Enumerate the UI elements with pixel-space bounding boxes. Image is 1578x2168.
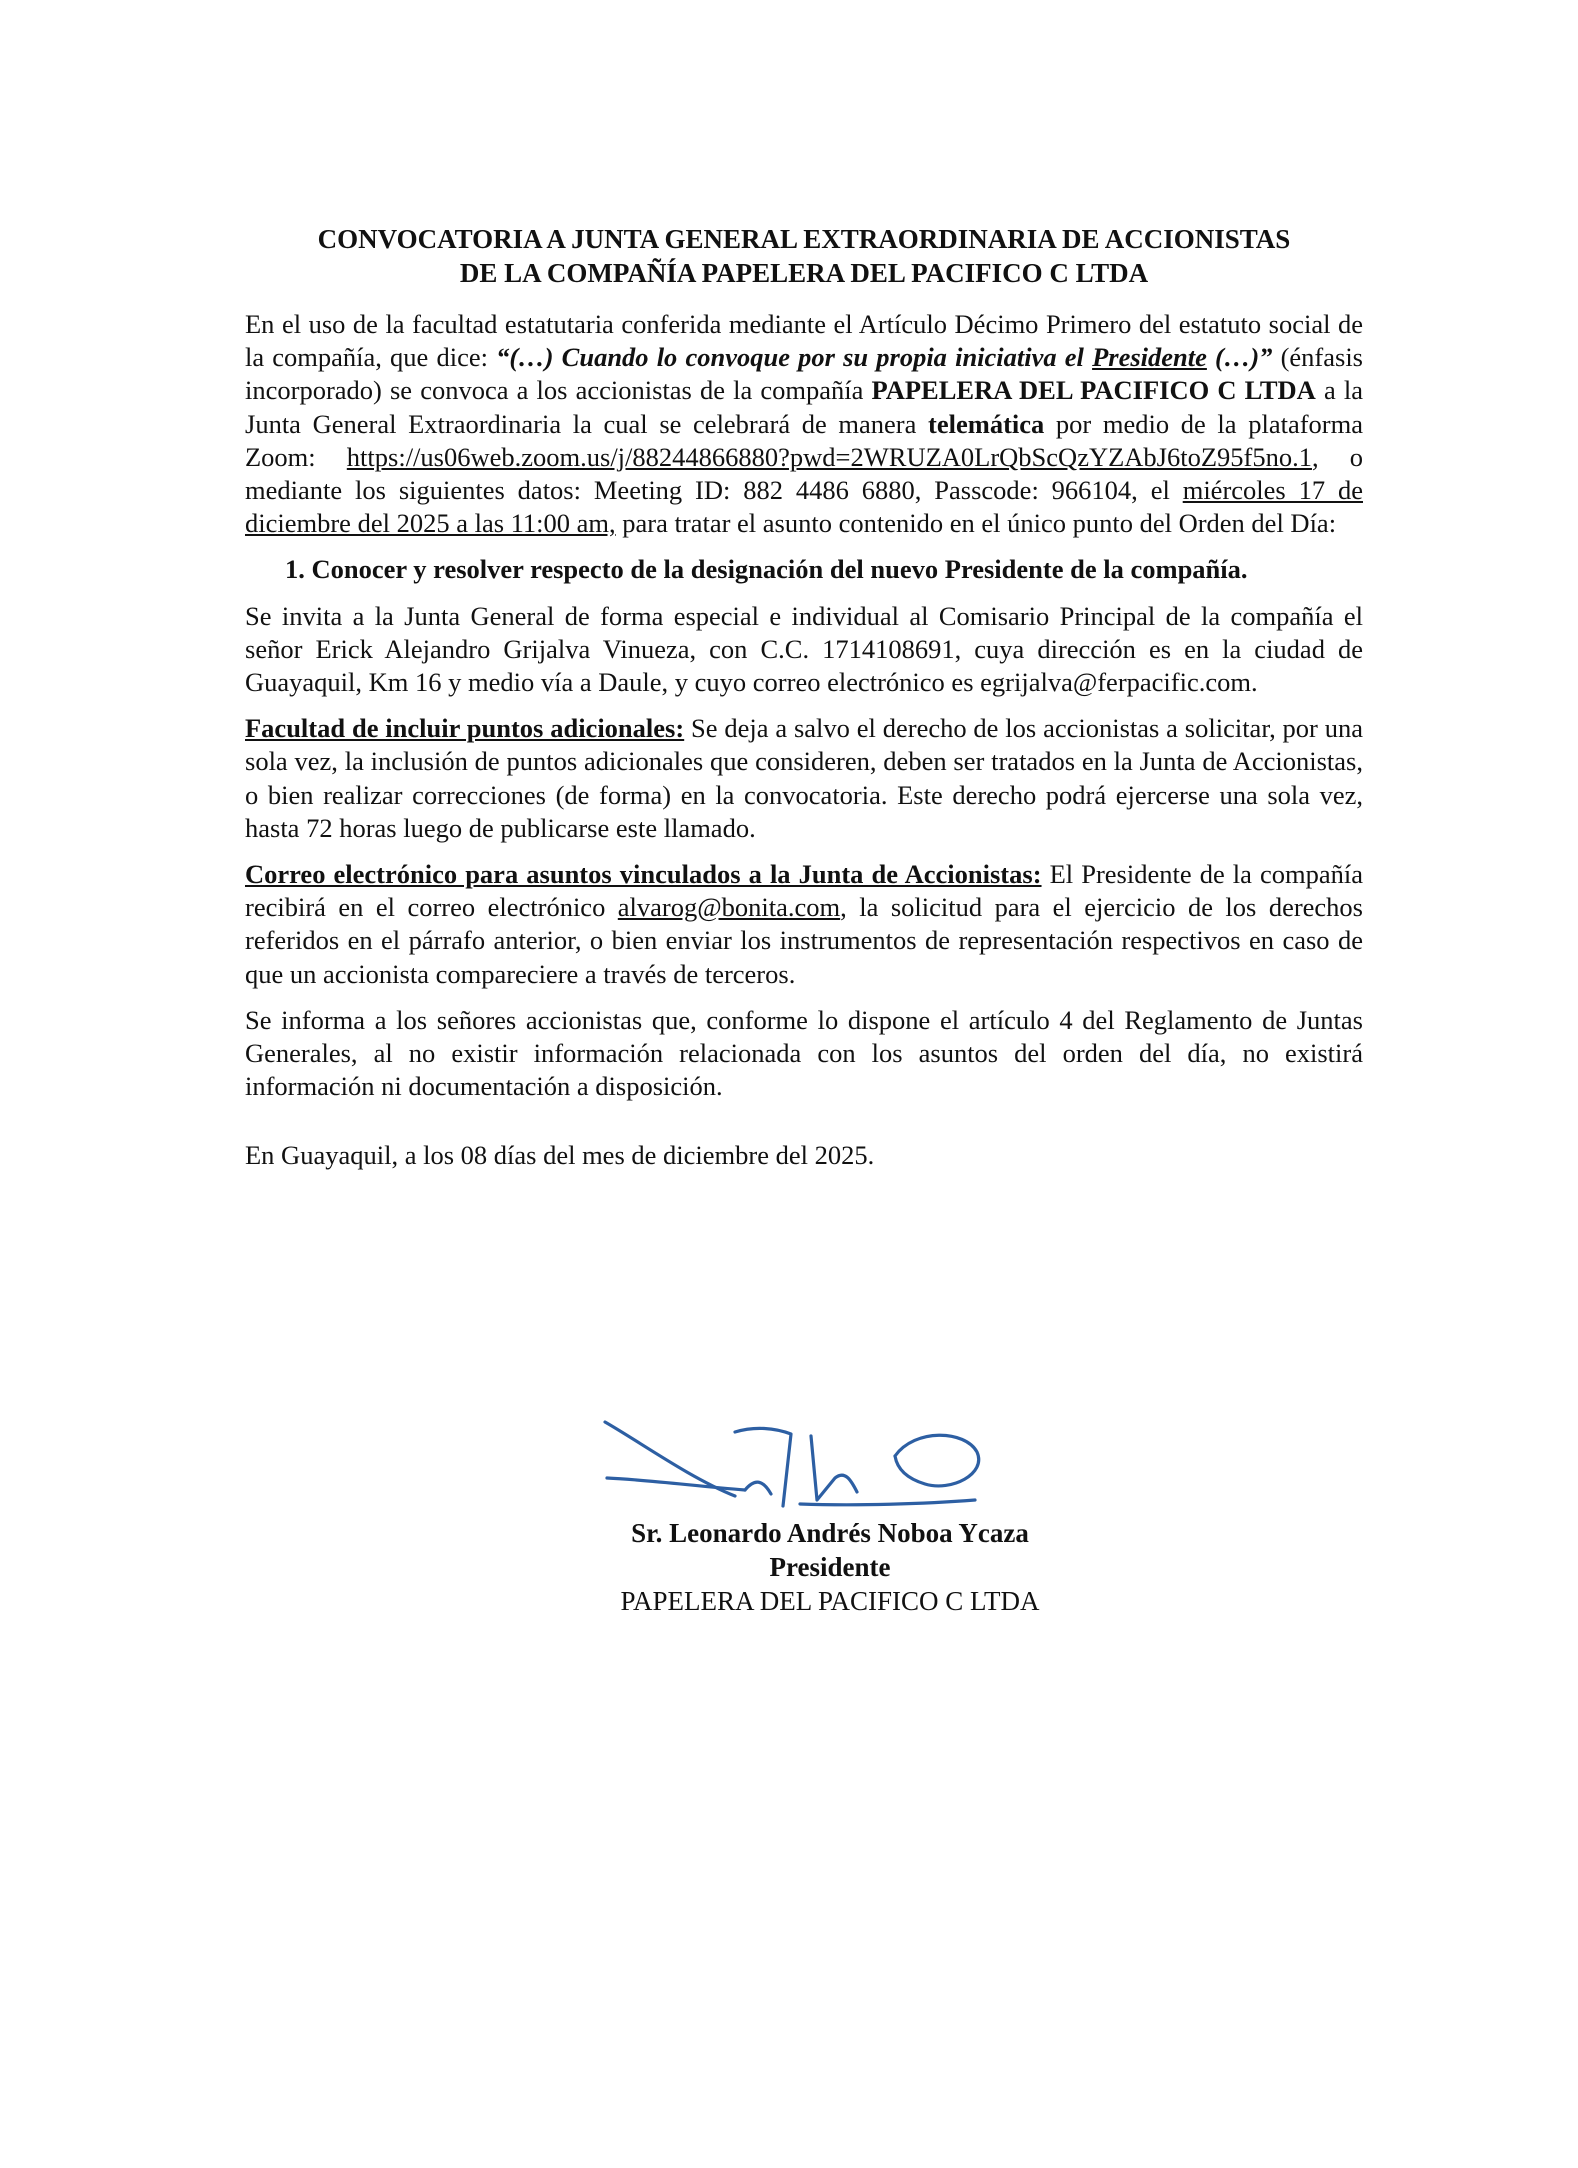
email-text-1: El Presidente de la compañía recibirá en el correo electrónico — [245, 859, 1363, 923]
additional-points-text: Se deja a salvo el derecho de los accionistas a solicitar, por una sola vez, la inclusión de puntos adicionales que consideren, deben ser tratados en la Junta de Accionistas, o bien realizar correcciones (de forma) en la convocatoria. Este derecho podrá ejercerse una sola vez, hasta 72 horas luego de publicarse este llamado. — [245, 713, 1363, 843]
document-title — [245, 222, 1363, 290]
title-line-1: CONVOCATORIA A JUNTA GENERAL EXTRAORDINARIA DE ACCIONISTAS — [317, 224, 1291, 254]
intro-text-3: a la Junta General Extraordinaria la cual se celebrará de manera — [245, 375, 1363, 439]
signer-info — [560, 1516, 1100, 1618]
statute-quote-close: (…)” — [1206, 342, 1273, 373]
signer-name: Sr. Leonardo Andrés Noboa Ycaza — [631, 1518, 1029, 1548]
email-paragraph — [245, 858, 1363, 991]
intro-text-4: por medio de la plataforma Zoom: — [245, 408, 1363, 472]
info-paragraph: Se informa a los señores accionistas que, conforme lo dispone el artículo 4 del Reglamento de Juntas Generales, al no existir información relacionada con los asuntos del orden del día, no existirá información ni documentación a disposición. — [245, 1004, 1363, 1102]
statute-quote-open: “(…) Cuando lo convoque por su propia iniciativa el — [496, 342, 1093, 373]
statute-quote-underlined: Presidente — [1092, 342, 1207, 373]
zoom-link[interactable]: https://us06web.zoom.us/j/88244866880?pwd=2WRUZA0LrQbScQzYZAbJ6toZ95f5no.1 — [346, 441, 1312, 472]
intro-text-1: En el uso de la facultad estatutaria conferida mediante el Artículo Décimo Primero del estatuto social de la compañía, que dice: — [245, 309, 1363, 373]
signer-role: Presidente — [769, 1552, 891, 1582]
meeting-date-time: miércoles 17 de diciembre del 2025 a las 11:00 am, — [245, 475, 1363, 539]
intro-paragraph — [245, 308, 1363, 540]
meeting-mode: telemática — [928, 408, 1045, 439]
place-date: En Guayaquil, a los 08 días del mes de diciembre del 2025. — [245, 1140, 875, 1171]
title-line-2: DE LA COMPAÑÍA PAPELERA DEL PACIFICO C LTDA — [459, 258, 1149, 288]
handwritten-signature — [595, 1400, 1015, 1520]
document-body — [245, 222, 1363, 1186]
additional-points-paragraph — [245, 712, 1363, 845]
contact-email-link[interactable]: alvarog@bonita.com — [617, 892, 841, 923]
intro-text-5: , o mediante los siguientes datos: Meeting ID: 882 4486 6880, Passcode: 966104, el — [245, 441, 1363, 506]
agenda-item: 1. Conocer y resolver respecto de la designación del nuevo Presidente de la compañía. — [285, 554, 1248, 585]
invitation-paragraph: Se invita a la Junta General de forma especial e individual al Comisario Principal de la compañía el señor Erick Alejandro Grijalva Vinueza, con C.C. 1714108691, cuya dirección es en la ciudad de Guayaquil, Km 16 y medio vía a Daule, y cuyo correo electrónico es egrijalva@ferpacific.com. — [245, 600, 1363, 698]
intro-text-2: (énfasis incorporado) se convoca a los accionistas de la compañía — [245, 342, 1363, 406]
email-text-2: , la solicitud para el ejercicio de los derechos referidos en el párrafo anterior, o bien enviar los instrumentos de representación respectivos en caso de que un accionista compareciere a través de terceros. — [245, 892, 1363, 989]
company-name: PAPELERA DEL PACIFICO C LTDA — [871, 375, 1316, 406]
signer-company: PAPELERA DEL PACIFICO C LTDA — [620, 1586, 1040, 1616]
additional-points-heading: Facultad de incluir puntos adicionales: — [245, 713, 685, 744]
intro-text-6: para tratar el asunto contenido en el único punto del Orden del Día: — [615, 508, 1337, 539]
email-heading: Correo electrónico para asuntos vinculados a la Junta de Accionistas: — [245, 859, 1042, 890]
